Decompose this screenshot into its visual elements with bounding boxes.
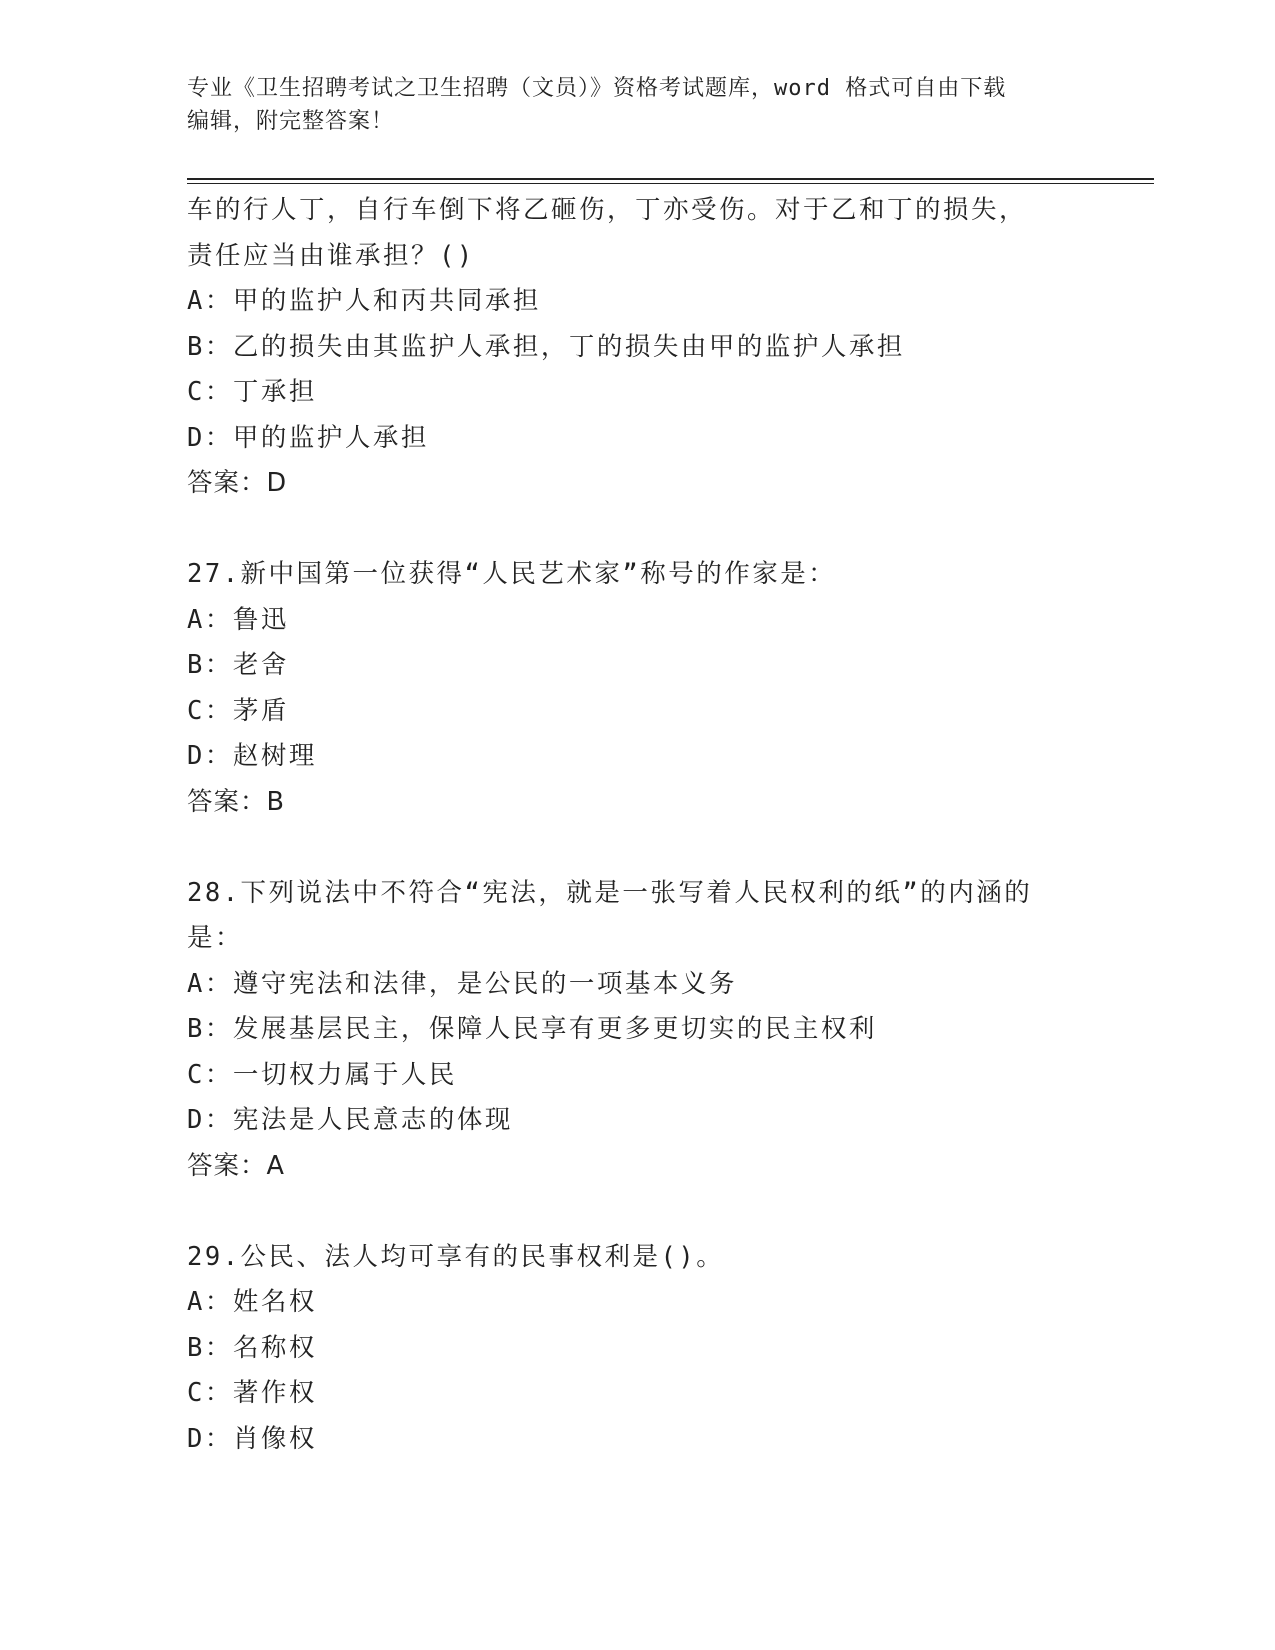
question-27 [187, 552, 1087, 825]
option-a: A：甲的监护人和丙共同承担 [187, 286, 541, 316]
question-stem: 是： [187, 923, 244, 953]
answer: 答案：A [187, 1150, 285, 1181]
answer: 答案：B [187, 786, 285, 817]
option-b: B：发展基层民主，保障人民享有更多更切实的民主权利 [187, 1014, 877, 1044]
option-b: B：老舍 [187, 650, 289, 680]
option-c: C：一切权力属于人民 [187, 1059, 457, 1090]
question-28 [187, 871, 1087, 1190]
header-divider-thin [187, 183, 1154, 184]
question-stem: 28.下列说法中不符合“宪法，就是一张写着人民权利的纸”的内涵的 [187, 877, 1033, 908]
option-a: A：姓名权 [187, 1287, 317, 1317]
question-stem: 29.公民、法人均可享有的民事权利是()。 [187, 1241, 725, 1272]
question-stem: 27.新中国第一位获得“人民艺术家”称号的作家是： [187, 559, 837, 589]
spacer [187, 1189, 1087, 1235]
option-c: C：茅盾 [187, 695, 289, 726]
spacer [187, 825, 1087, 871]
question-29 [187, 1235, 1087, 1463]
option-b: B：乙的损失由其监护人承担，丁的损失由甲的监护人承担 [187, 331, 905, 362]
header-title-line-2: 编辑，附完整答案！ [187, 109, 395, 134]
header-divider-thick [187, 178, 1154, 180]
option-c: C：丁承担 [187, 377, 317, 407]
option-d: D：赵树理 [187, 741, 317, 771]
option-d: D：甲的监护人承担 [187, 422, 429, 453]
option-a: A：鲁迅 [187, 604, 289, 635]
page-header [187, 72, 1087, 138]
question-list [187, 188, 1087, 1462]
option-d: D：宪法是人民意志的体现 [187, 1105, 513, 1135]
option-d: D：肖像权 [187, 1423, 317, 1454]
question-stem: 车的行人丁，自行车倒下将乙砸伤，丁亦受伤。对于乙和丁的损失， [187, 195, 1028, 225]
question-26 [187, 188, 1087, 507]
option-c: C：著作权 [187, 1378, 317, 1408]
header-title-line-1: 专业《卫生招聘考试之卫生招聘（文员）》资格考试题库，word 格式可自由下载 [187, 76, 1007, 101]
option-b: B：名称权 [187, 1332, 317, 1363]
question-stem: 责任应当由谁承担？() [187, 240, 475, 271]
spacer [187, 507, 1087, 553]
answer: 答案：D [187, 468, 288, 498]
option-a: A：遵守宪法和法律，是公民的一项基本义务 [187, 968, 737, 999]
